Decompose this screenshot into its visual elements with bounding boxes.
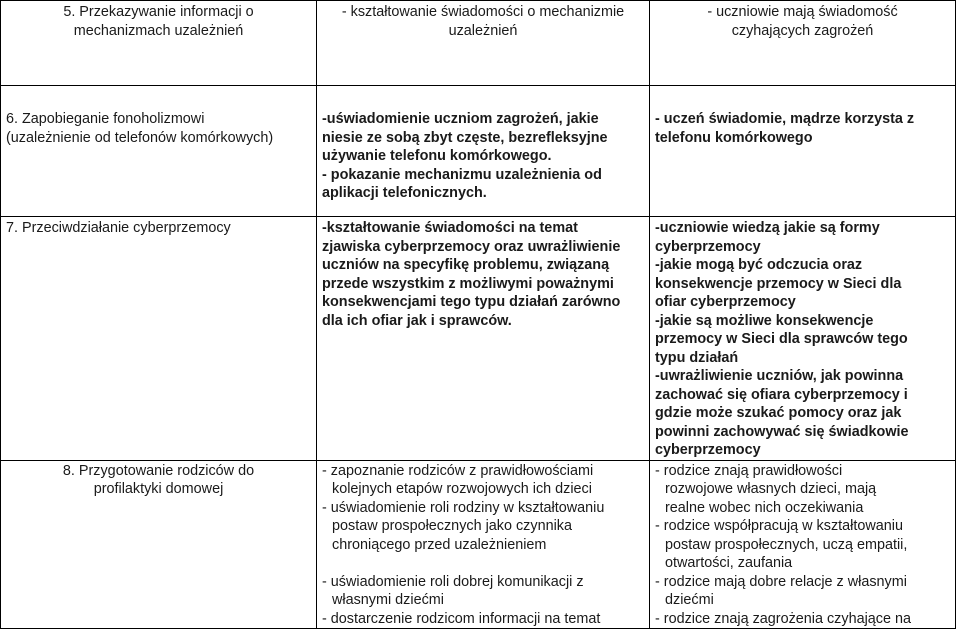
text-line: - rodzice znają prawidłowości [655,462,843,479]
text-line: -uświadomienie uczniom zagrożeń, jakie [322,111,599,127]
text-line: - uświadomienie roli dobrej komunikacji z [322,573,584,590]
text-line: zachować się ofiara cyberprzemocy i [655,386,908,403]
text-line: aplikacji telefonicznych. [322,185,487,201]
effect-cell [650,460,956,629]
text-line: telefonu komórkowego [655,129,813,146]
task-cell [1,1,317,86]
text-line: 5. Przekazywanie informacji o [63,4,254,20]
text-line: rozwojowe własnych dzieci, mają [665,481,877,497]
effect-cell [650,217,956,461]
text-line: typu działań [655,349,739,366]
text-line: powinni zachowywać się świadkowie [655,423,909,440]
text-line: 6. Zapobieganie fonoholizmowi [6,111,205,127]
text-line: mechanizmach uzależnień [73,22,244,39]
text-line: otwartości, zaufania [665,555,793,571]
text-line: postaw prospołecznych jako czynnika [332,518,572,534]
text-line: zjawiska cyberprzemocy oraz uwrażliwienie [322,238,621,255]
text-line: postaw prospołecznych, uczą empatii, [665,536,908,553]
text-line: - rodzice współpracują w kształtowaniu [655,518,903,534]
effect-cell [650,1,956,86]
text-line: realne wobec nich oczekiwania [665,499,864,516]
table-row [1,460,956,629]
text-line: przemocy w Sieci dla sprawców tego [655,331,908,347]
text-line: - uświadomienie roli rodziny w kształtowaniu [322,499,605,516]
text-line: - rodzice znają zagrożenia czyhające na [655,610,911,627]
text-line: gdzie może szukać pomocy oraz jak [655,405,902,421]
goal-cell [317,460,650,629]
text-line: - uczeń świadomie, mądrze korzysta z [655,111,915,127]
text-line: przede wszystkim z możliwymi poważnymi [322,275,614,292]
text-line: 7. Przeciwdziałanie cyberprzemocy [6,220,231,236]
text-line: -uwrażliwienie uczniów, jak powinna [655,368,904,384]
text-line: uczniów na specyfikę problemu, związaną [322,257,610,273]
text-line: cyberprzemocy [655,238,761,255]
text-line: uzależnień [448,22,518,39]
text-line: - zapoznanie rodziców z prawidłowościami [322,462,594,479]
text-line: - dostarczenie rodzicom informacji na temat [322,610,601,627]
text-line: niesie ze sobą zbyt częste, bezrefleksyjne [322,129,608,146]
task-cell [1,217,317,461]
task-cell [1,86,317,217]
table-row [1,217,956,461]
text-line: dziećmi [665,592,714,608]
text-line: czyhających zagrożeń [731,22,874,39]
goal-cell [317,86,650,217]
text-line: -jakie mogą być odczucia oraz [655,257,863,273]
text-line: 8. Przygotowanie rodziców do [62,462,255,479]
text-line: kolejnych etapów rozwojowych ich dzieci [332,481,592,497]
text-line: - uczniowie mają świadomość [707,4,898,20]
goal-cell [317,1,650,86]
text-line: własnymi dziećmi [332,592,444,608]
text-line: (uzależnienie od telefonów komórkowych) [6,129,274,146]
blank-line [322,554,644,573]
table-row [1,86,956,217]
text-line: profilaktyki domowej [93,481,224,497]
text-line: ofiar cyberprzemocy [655,294,796,310]
text-line: chroniącego przed uzależnieniem [332,536,547,553]
text-line: używanie telefonu komórkowego. [322,148,552,164]
text-line: -kształtowanie świadomości na temat [322,220,578,236]
text-line: konsekwencje przemocy w Sieci dla [655,275,902,292]
text-line: konsekwencjami tego typu działań zarówno [322,294,621,310]
text-line: - rodzice mają dobre relacje z własnymi [655,573,907,590]
effect-cell [650,86,956,217]
text-line: - pokazanie mechanizmu uzależnienia od [322,166,602,183]
text-line: cyberprzemocy [655,442,761,458]
goal-cell [317,217,650,461]
text-line: -jakie są możliwe konsekwencje [655,312,874,329]
text-line: dla ich ofiar jak i sprawców. [322,312,512,329]
text-line: -uczniowie wiedzą jakie są formy [655,220,880,236]
task-cell [1,460,317,629]
text-line: - kształtowanie świadomości o mechanizmie [341,4,625,20]
table-row [1,1,956,86]
